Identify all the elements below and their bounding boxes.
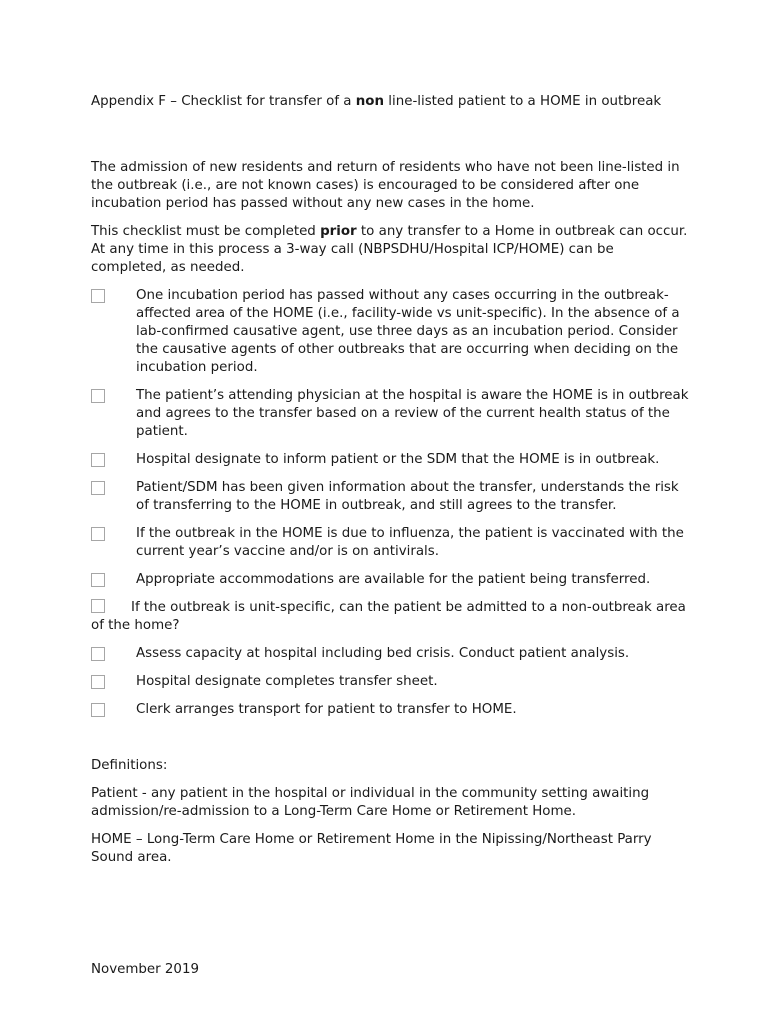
checkbox[interactable]: [91, 703, 105, 717]
checklist-item: [91, 287, 691, 377]
checklist-item: [91, 451, 691, 469]
checkbox[interactable]: [91, 289, 105, 303]
checklist-item-text: If the outbreak in the HOME is due to influenza, the patient is vaccinated with the current year’s vaccine and/or is on antivirals.: [136, 526, 684, 559]
checklist-item-text: Clerk arranges transport for patient to transfer to HOME.: [136, 702, 517, 717]
transfer-checklist: [91, 287, 691, 719]
checkbox[interactable]: [91, 573, 105, 587]
checklist-item-text: If the outbreak is unit-specific, can the patient be admitted to a non-outbreak area of the home?: [91, 600, 686, 633]
document-title: [91, 93, 691, 111]
title-prefix: Appendix F – Checklist for transfer of a: [91, 94, 356, 109]
checklist-item: [91, 673, 691, 691]
document-page: [91, 93, 691, 867]
title-suffix: line-listed patient to a HOME in outbreak: [384, 94, 662, 109]
checklist-item-text: Hospital designate to inform patient or the SDM that the HOME is in outbreak.: [136, 452, 660, 467]
checklist-item-text: Assess capacity at hospital including bed crisis. Conduct patient analysis.: [136, 646, 630, 661]
footer-date: November 2019: [91, 962, 199, 977]
checklist-item: [91, 387, 691, 441]
checklist-item: [91, 701, 691, 719]
definition-patient: Patient - any patient in the hospital or individual in the community setting awaiting admission/re-admission to a Long-Term Care Home or Retirement Home.: [91, 786, 650, 819]
checkbox[interactable]: [91, 389, 105, 403]
checklist-item-text: Patient/SDM has been given information about the transfer, understands the risk of transferring to the HOME in outbreak, and still agrees to the transfer.: [136, 480, 679, 513]
checkbox[interactable]: [91, 647, 105, 661]
instruction-suffix: to any transfer to a Home in outbreak can occur. At any time in this process a 3-way call (NBPSDHU/Hospital ICP/HOME) can be completed, as needed.: [91, 224, 688, 275]
checklist-item-text: Appropriate accommodations are available for the patient being transferred.: [136, 572, 651, 587]
intro-paragraph: The admission of new residents and return of residents who have not been line-listed in the outbreak (i.e., are not known cases) is encouraged to be considered after one incubation period has passed without any new cases in the home.: [91, 160, 680, 211]
checklist-item: [91, 599, 691, 635]
definition-home: HOME – Long-Term Care Home or Retirement Home in the Nipissing/Northeast Parry Sound area.: [91, 832, 652, 865]
instruction-emphasis: prior: [320, 224, 357, 239]
checklist-item: [91, 479, 691, 515]
checklist-item-text: Hospital designate completes transfer sheet.: [136, 674, 438, 689]
checkbox[interactable]: [91, 453, 105, 467]
instruction-paragraph: [91, 223, 691, 277]
checklist-item: [91, 645, 691, 663]
checklist-item: [91, 571, 691, 589]
title-emphasis: non: [355, 94, 385, 109]
checklist-item-text: The patient’s attending physician at the hospital is aware the HOME is in outbreak and agrees to the transfer based on a review of the current health status of the patient.: [136, 388, 689, 439]
checkbox[interactable]: [91, 527, 105, 541]
definitions-heading: Definitions:: [91, 758, 168, 773]
checkbox[interactable]: [91, 675, 105, 689]
checklist-item: [91, 525, 691, 561]
checkbox[interactable]: [91, 599, 105, 613]
checklist-item-text: One incubation period has passed without any cases occurring in the outbreak-affected area of the HOME (i.e., facility-wide vs unit-specific). In the absence of a lab-confirmed causative agent, use three days as an incubation period. Consider the causative agents of other outbreaks that are occurring when deciding on the incubation period.: [136, 288, 680, 375]
instruction-prefix: This checklist must be completed: [91, 224, 321, 239]
checkbox[interactable]: [91, 481, 105, 495]
